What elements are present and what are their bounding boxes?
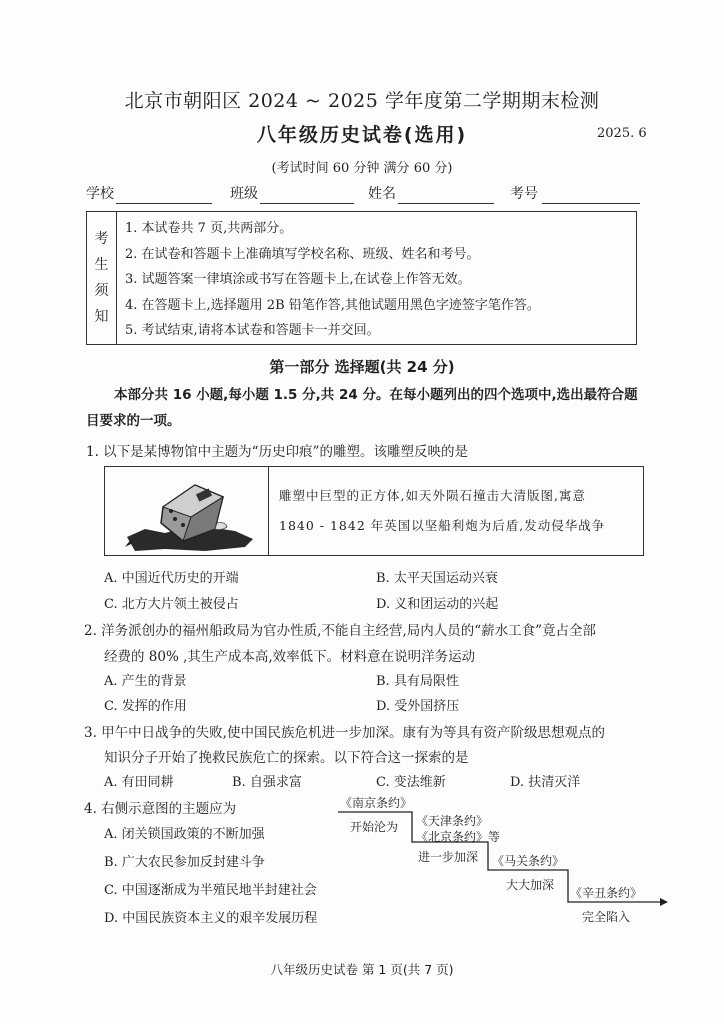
- question-1-figure: [104, 466, 644, 556]
- treaty-nanjing: 《南京条约》: [340, 796, 413, 810]
- treaty-shimonoseki: 《马关条约》: [492, 854, 565, 868]
- notice-side-label: 考 生 须 知: [87, 212, 117, 344]
- question-1-option-a[interactable]: A. 中国近代历史的开端: [104, 571, 239, 586]
- class-label: 班级: [230, 186, 258, 202]
- stage-complete: 完全陷入: [582, 910, 631, 924]
- notice-item: 2. 在试卷和答题卡上准确填写学校名称、班级、姓名和考号。: [125, 246, 480, 262]
- exam-date: 2025. 6: [597, 126, 647, 141]
- stage-begin: 开始沦为: [350, 820, 399, 834]
- exam-info: (考试时间 60 分钟 满分 60 分): [271, 161, 453, 176]
- arrow-head-icon: [660, 898, 668, 906]
- question-1-option-d[interactable]: D. 义和团运动的兴起: [376, 597, 499, 612]
- question-4-stem: 4. 右侧示意图的主题应为: [84, 801, 237, 817]
- stage-deepen: 进一步加深: [418, 850, 479, 864]
- question-3-option-a[interactable]: A. 有田同耕: [104, 775, 174, 790]
- exam-number-field[interactable]: [542, 203, 640, 204]
- exam-title: 北京市朝阳区 2024 ~ 2025 学年度第二学期期末检测: [124, 90, 600, 112]
- question-4-option-a[interactable]: A. 闭关锁国政策的不断加强: [104, 827, 265, 842]
- notice-item: 1. 本试卷共 7 页,共两部分。: [125, 221, 293, 236]
- page-footer: 八年级历史试卷 第 1 页(共 7 页): [270, 962, 454, 977]
- question-1-option-c[interactable]: C. 北方大片领土被侵占: [104, 597, 239, 612]
- name-label: 姓名: [368, 186, 396, 202]
- question-4-option-d[interactable]: D. 中国民族资本主义的艰辛发展历程: [104, 911, 318, 926]
- section-title: 第一部分 选择题(共 24 分): [269, 358, 455, 376]
- treaty-beijing: 《北京条约》等: [416, 830, 501, 844]
- class-field[interactable]: [260, 203, 354, 204]
- question-3-option-d[interactable]: D. 扶清灭洋: [510, 775, 581, 790]
- question-1-option-b[interactable]: B. 太平天国运动兴衰: [376, 571, 498, 586]
- treaty-boxer: 《辛丑条约》: [570, 886, 643, 900]
- school-label: 学校: [86, 186, 114, 202]
- question-2-stem-line2: 经费的 80% ,其生产成本高,效率低下。材料意在说明洋务运动: [104, 649, 476, 665]
- notice-item: 4. 在答题卡上,选择题用 2B 铅笔作答,其他试题用黑色字迹签字笔作答。: [125, 297, 540, 313]
- question-2-option-a[interactable]: A. 产生的背景: [104, 674, 187, 689]
- exam-number-label: 考号: [510, 186, 538, 202]
- question-3-option-c[interactable]: C. 变法维新: [376, 775, 446, 790]
- notice-item: 3. 试题答案一律填涂或书写在答题卡上,在试卷上作答无效。: [125, 272, 471, 287]
- question-4-option-b[interactable]: B. 广大农民参加反封建斗争: [104, 855, 265, 870]
- student-info-row: [86, 183, 641, 207]
- notice-box: [86, 211, 637, 345]
- sculpture-image: [105, 467, 269, 555]
- question-4-option-c[interactable]: C. 中国逐渐成为半殖民地半封建社会: [104, 883, 317, 898]
- question-1-stem: 1. 以下是某博物馆中主题为“历史印痕”的雕塑。该雕塑反映的是: [86, 444, 468, 460]
- treaty-tianjin: 《天津条约》: [416, 814, 489, 828]
- question-2-option-b[interactable]: B. 具有局限性: [376, 674, 459, 689]
- question-2-option-d[interactable]: D. 受外国挤压: [376, 699, 460, 714]
- question-3-stem-line1: 3. 甲午中日战争的失败,使中国民族危机进一步加深。康有为等具有资产阶级思想观点的: [84, 725, 605, 741]
- sculpture-description: 雕塑中巨型的正方体,如天外陨石撞击大清版图,寓意 1840 - 1842 年英国以坚船利炮为后盾,发动侵华战争: [279, 488, 606, 533]
- stage-greatly-deepen: 大大加深: [506, 878, 555, 892]
- treaty-staircase-diagram: [330, 792, 670, 942]
- question-3-stem-line2: 知识分子开始了挽救民族危亡的探索。以下符合这一探索的是: [104, 750, 469, 766]
- question-3-option-b[interactable]: B. 自强求富: [232, 775, 302, 790]
- name-field[interactable]: [398, 203, 494, 204]
- question-2-stem-line1: 2. 洋务派创办的福州船政局为官办性质,不能自主经营,局内人员的“薪水工食”竟占全部: [84, 623, 597, 639]
- notice-list: [125, 216, 540, 344]
- notice-item: 5. 考试结束,请将本试卷和答题卡一并交回。: [125, 323, 380, 338]
- exam-subtitle: 八年级历史试卷(选用): [256, 124, 468, 146]
- question-2-option-c[interactable]: C. 发挥的作用: [104, 699, 187, 714]
- section-intro: 本部分共 16 小题,每小题 1.5 分,共 24 分。在每小题列出的四个选项中,选出最符合题目要求的一项。: [86, 387, 638, 429]
- school-field[interactable]: [116, 203, 212, 204]
